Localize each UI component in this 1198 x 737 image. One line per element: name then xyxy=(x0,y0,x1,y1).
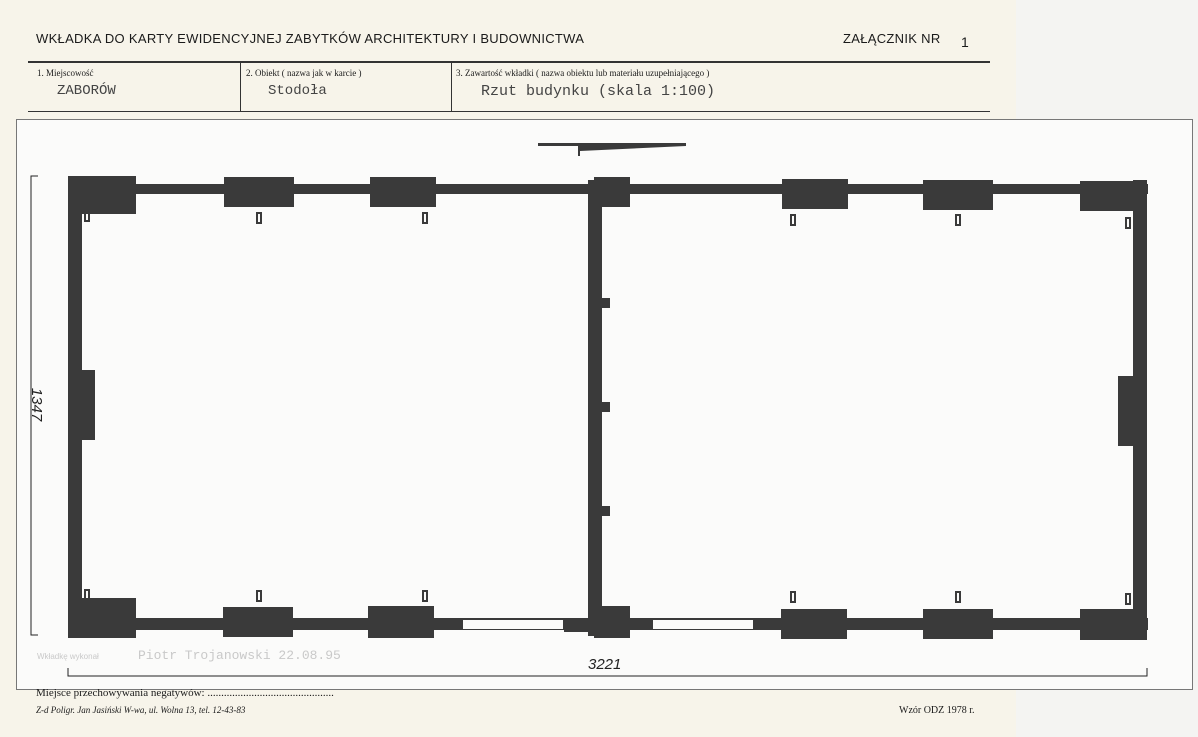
pier xyxy=(68,370,95,440)
pier xyxy=(370,177,436,207)
post-marker xyxy=(791,592,795,602)
pier xyxy=(594,606,630,638)
pier xyxy=(368,606,434,638)
gate-opening xyxy=(653,620,753,629)
annex-number: 1 xyxy=(961,34,969,50)
height-dimension: 1347 xyxy=(28,387,46,422)
stamp-label: Wkładkę wykonał xyxy=(37,652,99,661)
content-value: Rzut budynku (skala 1:100) xyxy=(481,83,716,100)
pier xyxy=(223,607,293,637)
content-label: 3. Zawartość wkładki ( nazwa obiektu lub materiału uzupełniającego ) xyxy=(456,68,710,78)
width-dimension: 3221 xyxy=(588,656,622,673)
post-marker xyxy=(1126,594,1130,604)
object-value: Stodoła xyxy=(268,83,327,99)
post-marker xyxy=(791,215,795,225)
card-title: WKŁADKA DO KARTY EWIDENCYJNEJ ZABYTKÓW ARCHITEKTURY I BUDOWNICTWA xyxy=(36,31,585,46)
pier xyxy=(1080,609,1147,640)
locality-value: ZABORÓW xyxy=(57,83,116,99)
pier xyxy=(68,176,136,214)
pier xyxy=(224,177,294,207)
pier xyxy=(923,180,993,210)
pier xyxy=(600,298,610,308)
gate-opening xyxy=(463,620,563,629)
pier xyxy=(600,506,610,516)
pier xyxy=(600,402,610,412)
post-marker xyxy=(423,213,427,223)
object-label: 2. Obiekt ( nazwa jak w karcie ) xyxy=(246,68,362,78)
post-marker xyxy=(1126,218,1130,228)
pier xyxy=(68,598,136,638)
post-marker xyxy=(257,213,261,223)
post-marker xyxy=(956,592,960,602)
annex-label: ZAŁĄCZNIK NR xyxy=(843,31,941,46)
negative-storage-line: Miejsce przechowywania negatywów: .............................................. xyxy=(36,687,334,699)
author-stamp: Piotr Trojanowski 22.08.95 xyxy=(138,648,341,663)
pier xyxy=(923,609,993,639)
middle-wall xyxy=(588,180,602,636)
pier xyxy=(1080,181,1147,211)
pier xyxy=(1118,376,1138,446)
pier xyxy=(564,618,594,632)
pier xyxy=(781,609,847,639)
pier xyxy=(782,179,848,209)
pier xyxy=(594,177,630,207)
north-arrow-icon xyxy=(538,143,686,156)
post-marker xyxy=(257,591,261,601)
post-marker xyxy=(956,215,960,225)
template-version: Wzór ODZ 1978 r. xyxy=(899,705,975,716)
locality-label: 1. Miejscowość xyxy=(37,68,94,78)
post-marker xyxy=(423,591,427,601)
printer-imprint: Z-d Poligr. Jan Jasiński W-wa, ul. Wolna 13, tel. 12-43-83 xyxy=(36,705,246,715)
